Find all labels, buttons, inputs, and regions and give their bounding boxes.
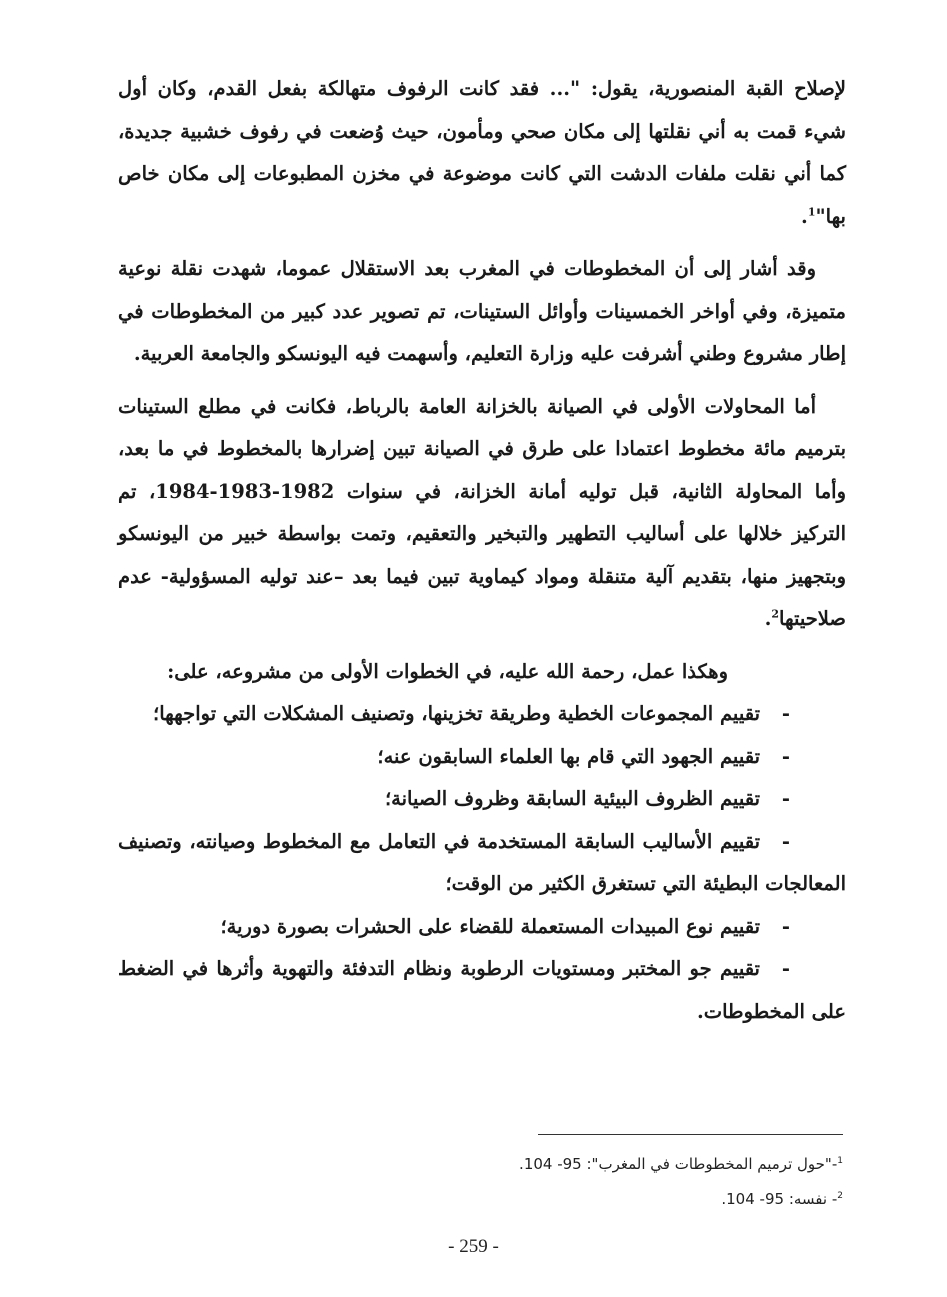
list-item [118, 778, 846, 821]
paragraph-1 [118, 68, 846, 238]
footnote-2-prefix: - [831, 1190, 838, 1208]
list-item-text: تقييم نوع المبيدات المستعملة للقضاء على الحشرات بصورة دورية؛ [220, 914, 760, 938]
footnote-ref-2[interactable]: 2 [771, 607, 780, 621]
paragraph-2 [118, 248, 846, 376]
paragraph-3-text: أما المحاولات الأولى في الصيانة بالخزانة العامة بالرباط، فكانت في مطلع الستينات بترميم مائة مخطوط اعتمادا على طرق في الصيانة تبين إضرارها بالمخطوط في ما بعد، وأما المحاولة الثانية، قبل توليه أمانة الخزانة، في سنوات 1982-1983-1984، تم التركيز خلالها على أساليب التطهير والتبخير والتعقيم، وتمت بواسطة خبير من اليونسكو وبتجهيز منها، بتقديم آلية متنقلة ومواد كيماوية تبين فيما بعد –عند توليه المسؤولية- عدم صلاحيتها [118, 394, 846, 630]
footnote-2 [423, 1180, 843, 1215]
dash-bullet-icon: - [781, 744, 790, 768]
dash-bullet-icon: - [781, 702, 790, 725]
footnote-ref-1[interactable]: 1 [807, 205, 816, 218]
page-body [118, 68, 846, 1033]
list-item [118, 693, 846, 736]
footnote-2-number: 2 [837, 1191, 843, 1201]
dash-bullet-icon: - [781, 957, 790, 980]
paragraph-1-text: لإصلاح القبة المنصورية، يقول: "... فقد كانت الرفوف متهالكة بفعل القدم، وكان أول شيء قمت به أني نقلتها إلى مكان صحي ومأمون، حيث وُضعت في رفوف خشبية جديدة، كما أني نقلت ملفات الدشت التي كانت موضوعة في مخزن المطبوعات إلى مكان خاص بها" [118, 77, 846, 228]
list-item [118, 736, 846, 779]
dash-bullet-icon: - [781, 829, 790, 853]
list-item-text: تقييم الظروف البيئية السابقة وظروف الصيانة؛ [384, 787, 760, 810]
footnote-2-text: نفسه: 95- 104. [721, 1190, 832, 1208]
dash-bullet-icon: - [781, 914, 790, 938]
list-item-text: تقييم جو المختبر ومستويات الرطوبة ونظام التدفئة والتهوية وأثرها في الضغط على المخطوطات. [118, 957, 846, 1023]
dash-bullet-icon: - [781, 787, 790, 810]
list-item-text: تقييم الجهود التي قام بها العلماء السابقون عنه؛ [377, 744, 760, 768]
paragraph-1-end: . [801, 204, 808, 228]
list-intro: وهكذا عمل، رحمة الله عليه، في الخطوات الأولى من مشروعه، على: [167, 659, 728, 683]
list-item-text: تقييم المجموعات الخطية وطريقة تخزينها، وتصنيف المشكلات التي تواجهها؛ [153, 702, 760, 725]
paragraph-3-end: . [764, 607, 772, 630]
footnotes [423, 1145, 843, 1215]
footnote-1 [423, 1145, 843, 1180]
footnote-divider [538, 1134, 843, 1135]
footnote-1-prefix: - [831, 1155, 838, 1173]
list-item-text: تقييم الأساليب السابقة المستخدمة في التعامل مع المخطوط وصيانته، وتصنيف المعالجات البطيئة التي تستغرق الكثير من الوقت؛ [118, 829, 846, 895]
footnote-1-text: "حول ترميم المخطوطات في المغرب": 95- 104. [519, 1155, 832, 1173]
list-item [118, 821, 846, 906]
list-item [118, 948, 846, 1033]
footnote-1-number: 1 [837, 1156, 843, 1166]
paragraph-3 [118, 386, 846, 641]
bullet-list [118, 693, 846, 1033]
paragraph-2-text: وقد أشار إلى أن المخطوطات في المغرب بعد الاستقلال عموما، شهدت نقلة نوعية متميزة، وفي أواخر الخمسينات وأوائل الستينات، تم تصوير عدد كبير من المخطوطات في إطار مشروع وطني أشرفت عليه وزارة التعليم، وأسهمت فيه اليونسكو والجامعة العربية. [118, 257, 846, 365]
page-number: - 259 - [448, 1236, 499, 1257]
list-item [118, 906, 846, 949]
